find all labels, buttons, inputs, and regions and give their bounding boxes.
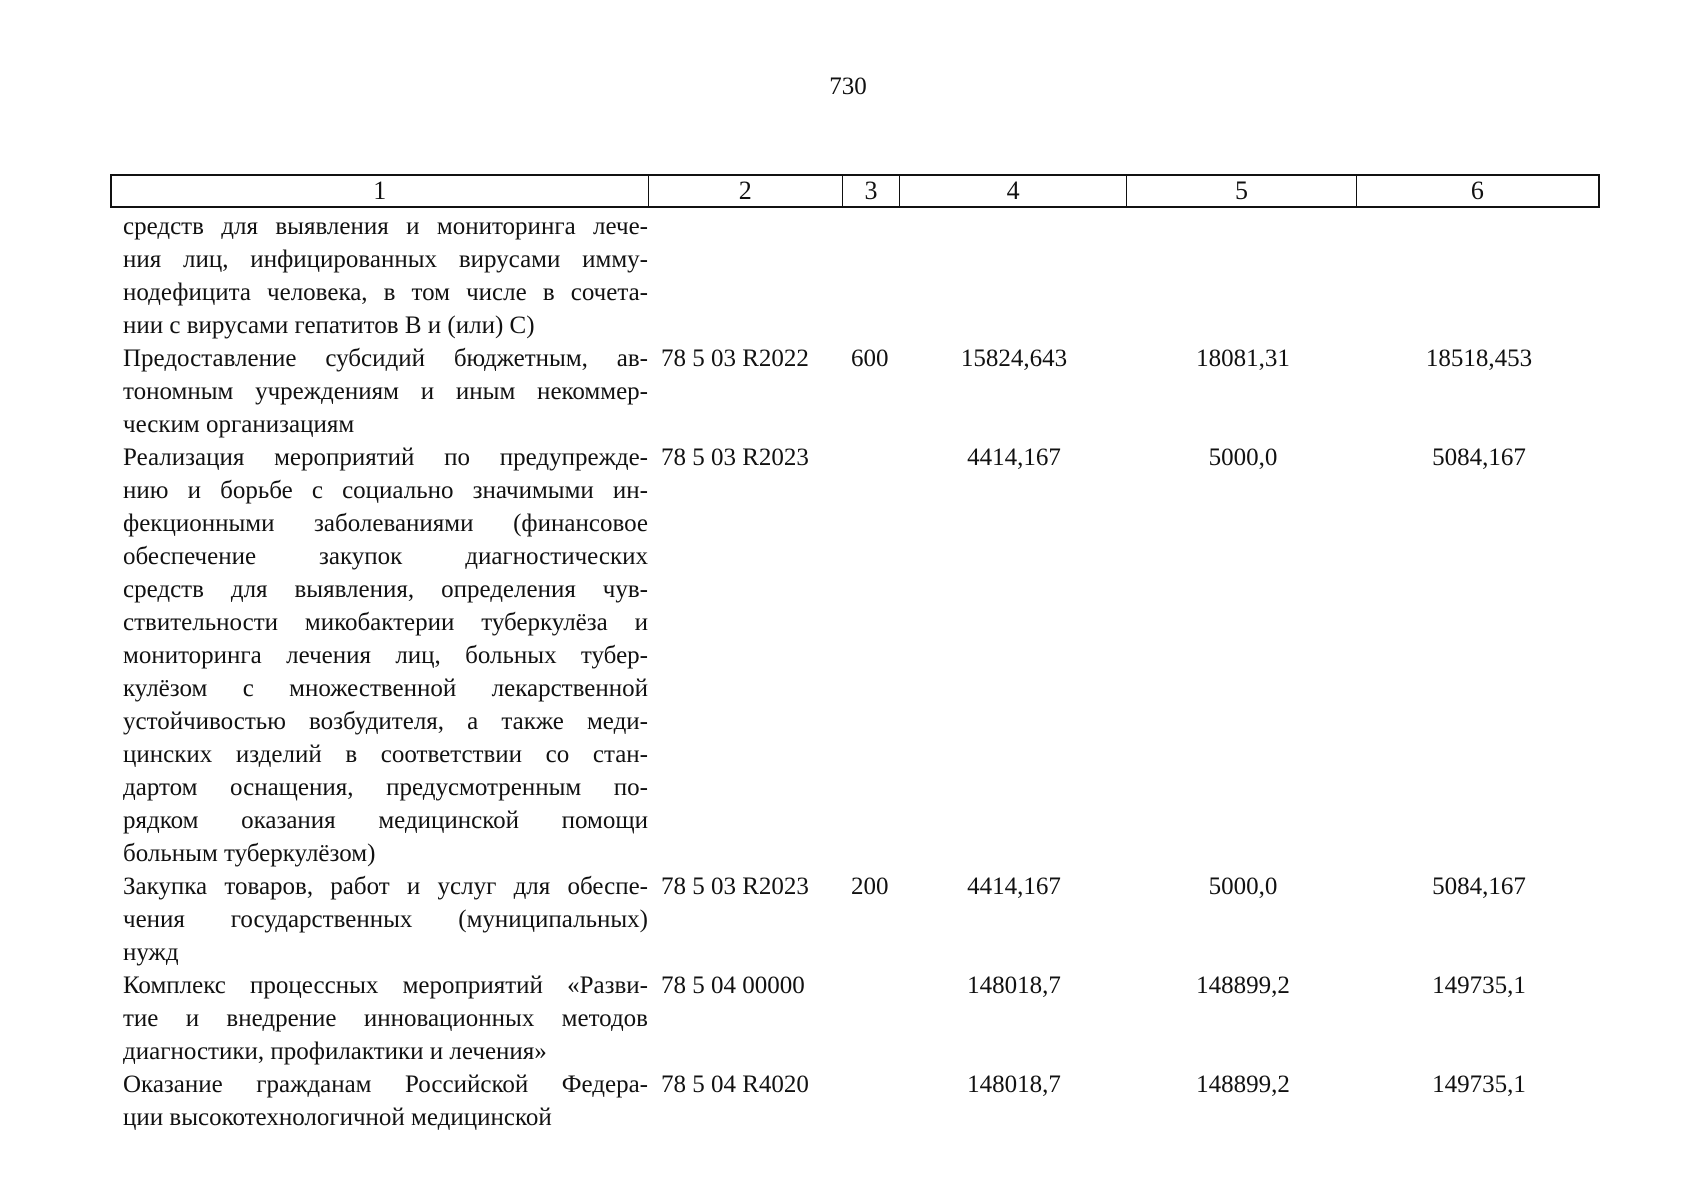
row-description xyxy=(110,969,648,1068)
row-value-5: 148899,2 xyxy=(1196,1071,1290,1098)
row-type xyxy=(843,1068,900,1134)
description-line: ния лиц, инфицированных вирусами имму- xyxy=(123,246,648,273)
description-line: больным туберкулёзом) xyxy=(123,840,376,867)
row-code: 78 5 04 R4020 xyxy=(661,1071,809,1098)
table-row xyxy=(110,441,1600,870)
row-value-4: 4414,167 xyxy=(967,873,1061,900)
header-col-4: 4 xyxy=(900,176,1127,206)
row-type xyxy=(843,441,900,870)
row-value-5: 148899,2 xyxy=(1196,972,1290,999)
description-line: устойчивостью возбудителя, а также меди- xyxy=(123,708,648,735)
row-value-6: 5084,167 xyxy=(1432,444,1526,471)
row-value-5: 5000,0 xyxy=(1208,873,1278,900)
description-line: средств для выявления, определения чув- xyxy=(123,576,648,603)
row-value-5 xyxy=(1128,210,1358,342)
description-line: чения государственных (муниципальных) xyxy=(123,906,648,933)
header-col-1: 1 xyxy=(112,176,649,206)
table-row xyxy=(110,969,1600,1068)
description-line: ции высокотехнологичной медицинской xyxy=(123,1104,552,1131)
row-value-4: 15824,643 xyxy=(960,345,1068,372)
row-code: 78 5 04 00000 xyxy=(661,972,805,999)
row-value-4 xyxy=(900,210,1128,342)
table-row xyxy=(110,1068,1600,1134)
header-col-2: 2 xyxy=(649,176,843,206)
row-value-6: 5084,167 xyxy=(1432,873,1526,900)
description-line: мониторинга лечения лиц, больных тубер- xyxy=(123,642,648,669)
row-code: 78 5 03 R2022 xyxy=(661,345,809,372)
header-col-5: 5 xyxy=(1127,176,1356,206)
header-col-6: 6 xyxy=(1470,176,1484,205)
description-line: фекционными заболеваниями (финансовое xyxy=(123,510,648,537)
row-value-4: 148018,7 xyxy=(967,972,1061,999)
description-line: кулёзом с множественной лекарственной xyxy=(123,675,648,702)
row-value-5: 18081,31 xyxy=(1196,345,1290,372)
description-line: нию и борьбе с социально значимыми ин- xyxy=(123,477,648,504)
description-line: ческим организациям xyxy=(123,411,355,438)
row-type xyxy=(843,969,900,1068)
table-row xyxy=(110,342,1600,441)
table-header xyxy=(110,174,1600,208)
row-description xyxy=(110,342,648,441)
description-line: дартом оснащения, предусмотренным по- xyxy=(123,774,648,801)
description-line: тономным учреждениям и иным некоммер- xyxy=(123,378,648,405)
row-description xyxy=(110,870,648,969)
table-row xyxy=(110,210,1600,342)
row-description xyxy=(110,441,648,870)
description-line: Реализация мероприятий по предупрежде- xyxy=(123,444,648,471)
description-line: нодефицита человека, в том числе в сочета- xyxy=(123,279,648,306)
row-value-6: 149735,1 xyxy=(1432,972,1526,999)
row-code: 78 5 03 R2023 xyxy=(661,873,809,900)
description-line: тие и внедрение инновационных методов xyxy=(123,1005,648,1032)
table-body xyxy=(110,210,1600,1134)
row-type: 600 xyxy=(851,345,889,372)
row-value-6: 18518,453 xyxy=(1425,345,1533,372)
row-code xyxy=(648,210,843,342)
description-line: рядком оказания медицинской помощи xyxy=(123,807,648,834)
description-line: Оказание гражданам Российской Федера- xyxy=(123,1071,648,1098)
description-line: ствительности микобактерии туберкулёза и xyxy=(123,609,648,636)
description-line: обеспечение закупок диагностических xyxy=(123,543,648,570)
description-line: средств для выявления и мониторинга лече- xyxy=(123,213,648,240)
description-line: нужд xyxy=(123,939,179,966)
row-value-4: 4414,167 xyxy=(967,444,1061,471)
row-code: 78 5 03 R2023 xyxy=(661,444,809,471)
description-line: цинских изделий в соответствии со стан- xyxy=(123,741,648,768)
row-value-6: 149735,1 xyxy=(1432,1071,1526,1098)
row-type: 200 xyxy=(851,873,889,900)
description-line: нии с вирусами гепатитов В и (или) С) xyxy=(123,312,535,339)
row-value-6 xyxy=(1358,210,1600,342)
row-description xyxy=(110,1068,648,1134)
description-line: Предоставление субсидий бюджетным, ав- xyxy=(123,345,648,372)
description-line: диагностики, профилактики и лечения» xyxy=(123,1038,547,1065)
row-value-4: 148018,7 xyxy=(967,1071,1061,1098)
row-value-5: 5000,0 xyxy=(1208,444,1278,471)
row-description xyxy=(110,210,648,342)
row-type xyxy=(843,210,900,342)
table-row xyxy=(110,870,1600,969)
description-line: Закупка товаров, работ и услуг для обеспе- xyxy=(123,873,648,900)
header-col-3: 3 xyxy=(843,176,900,206)
description-line: Комплекс процессных мероприятий «Разви- xyxy=(123,972,648,999)
page-number: 730 xyxy=(829,73,867,100)
